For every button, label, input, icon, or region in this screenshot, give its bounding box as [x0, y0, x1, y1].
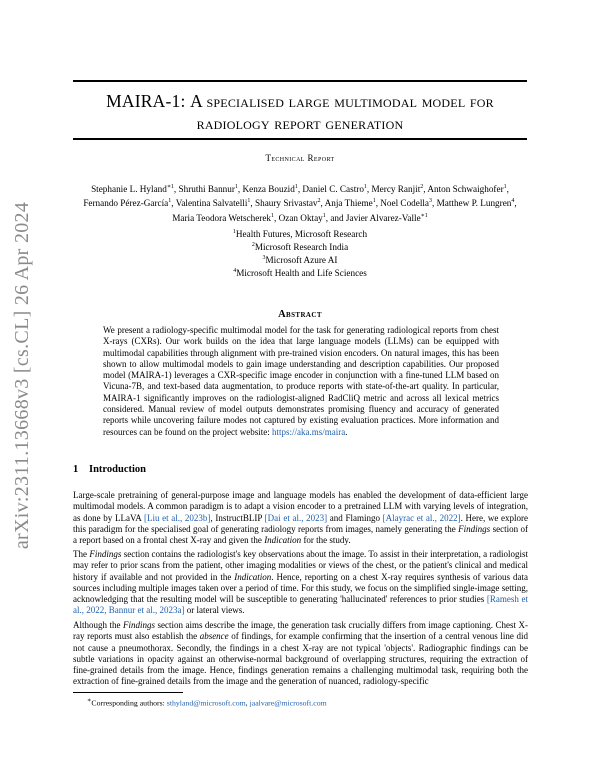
text: section contains the radiologist's key observations about the image. To assist in their interpretation, a radiologist may refer to prior scans from the patient, other imaging modalities or views of the chest, or the patient's clinical and medical history if available and not provided in the [73, 549, 528, 582]
emphasis: Indication [264, 535, 302, 546]
text: . Hence, reporting on a chest X-ray requires synthesis of various data sources including multiple images taken over a period of time. For this study, we focus on the simplified single-image setting, acknowledging that the resulting model will be susceptible to generating 'hallucinated' references to prior studies [73, 571, 528, 605]
text: of findings, for example confirming that the insertion of a central venous line did not cause a pneumothorax. Secondly, the findings in a chest X-ray are not typical 'objects'. Radiographic findings can be subtle variations in opacity against an otherwise-normal background of overlapping structures, requiring the extraction of fine-grained details from the image. Hence, findings generation remains a challenging multimodal task, requiring both the extraction of fine-grained details from the image and the generation of nuanced, radiology-specific [73, 631, 528, 687]
abstract-end: . [345, 426, 348, 437]
citation-link[interactable]: [Liu et al., 2023b] [143, 512, 211, 523]
text: . Here, we explore this paradigm for the specialised goal of generating radiology reports from images, namely generating the [73, 512, 529, 534]
affiliation-text: Microsoft Health and Life Sciences [236, 268, 367, 279]
section-heading [73, 464, 146, 475]
author-affiliation-mark: 2 [317, 198, 321, 205]
author: Fernando Pérez-García [83, 198, 169, 209]
footnote-rule [73, 692, 183, 693]
affiliation [0, 227, 600, 240]
author: Maria Teodora Wetscherek [172, 212, 272, 223]
emphasis: Indication [234, 571, 272, 582]
emphasis: Findings [89, 549, 122, 559]
author: Kenza Bouzid [242, 184, 295, 195]
author: Shruthi Bannur [178, 184, 235, 195]
abstract-heading: Abstract [278, 309, 322, 320]
author: Javier Alvarez-Valle [345, 212, 421, 223]
affiliation-mark: 1 [232, 229, 236, 235]
text: , InstructBLIP [210, 512, 265, 523]
footnote [87, 696, 327, 709]
paragraph-3 [73, 620, 528, 688]
text: for the study. [301, 535, 351, 546]
text: Large-scale pretraining of general-purpose image and language models has enabled the development of data-efficient large multimodal models. A common paradigm is to adapt a vision encoder to a pretrained LLM with varying levels of integration, as done by LLaVA [73, 490, 528, 523]
author: Matthew P. Lungren [436, 198, 512, 209]
author-affiliation-mark: 1 [503, 184, 507, 190]
emphasis: Findings [458, 523, 491, 534]
citation-link[interactable]: [Dai et al., 2023] [264, 512, 328, 523]
author-list: Stephanie L. Hyland$^{∗1}$, Shruthi Bannur$^1$, Kenza Bouzid$^1$, Daniel C. Castro$^1$, Mercy Ranjit$^2$, Anton Schwaighofer$^1$, Fernando Pérez-García$^1$, Valentina Salvatelli$^1$, Shaury Srivastav$^2$, Anja Thieme$^1$, Noel Codella$^3$, Matthew P. Lungren$^4$, Maria Teodora Wetscherek$^1$, Ozan Oktay$^1$, and Javier Alvarez-Valle$^{∗1}$ [83, 184, 517, 223]
report-type: Technical Report [265, 153, 335, 163]
author-affiliation-mark: 2 [420, 184, 424, 190]
footnote-separator: , [245, 698, 250, 708]
author: Valentina Salvatelli [175, 198, 248, 209]
author-affiliation-mark: 1 [271, 212, 275, 219]
title-lead: MAIRA-1 [106, 91, 181, 111]
author-affiliation-mark: 1 [168, 198, 172, 205]
section-number: 1 [73, 464, 79, 475]
affiliation-text: Microsoft Azure AI [265, 255, 338, 266]
emphasis: absence [199, 631, 229, 642]
abstract-text: We present a radiology-specific multimodal model for the task for generating radiological reports from chest X-rays (CXRs). Our work builds on the idea that large language models (LLMs) can be equipped with multimodal capabilities through alignment with pre-trained vision encoders. On natural images, this has been shown to allow multimodal models to gain image understanding and description capabilities. Our proposed model (MAIRA-1) leverages a CXR-specific image encoder in conjunction with a fine-tuned LLM based on Vicuna-7B, and text-based data augmentation, to produce reports with state-of-the-art quality. In particular, MAIRA-1 significantly improves on the radiologist-aligned RadCliQ metric and across all lexical metrics considered. Manual review of model outputs demonstrates promising fluency and accuracy of generated reports while uncovering failure modes not captured by existing evaluation practices. More information and resources can be found on the project website: [103, 325, 499, 437]
affiliation-list [0, 227, 600, 279]
author: Anja Thieme [324, 198, 373, 209]
title-line-1: A specialised large multimodal model for [190, 91, 494, 111]
title-rule-bottom [73, 138, 527, 140]
text: and Flamingo [327, 512, 383, 523]
author-and: and [330, 212, 346, 223]
affiliation [0, 266, 600, 279]
affiliation [0, 240, 600, 253]
affiliation-mark: 3 [262, 255, 266, 262]
author: Anton Schwaighofer [427, 184, 504, 195]
project-website-link[interactable]: https://aka.ms/maira [271, 426, 346, 437]
text: or lateral views. [184, 605, 245, 616]
affiliation [0, 253, 600, 266]
text: section aims describe the image, the generation task crucially differs from image captioning. Chest X-ray reports must also establish the [73, 620, 528, 642]
title-rule-top [73, 80, 527, 82]
author-affiliation-mark: 1 [247, 198, 251, 205]
author: Shaury Srivastav [255, 198, 318, 209]
author-affiliation-mark: 3 [429, 198, 433, 205]
citation-link[interactable]: [Ramesh et al., 2022, Bannur et al., 2023a] [73, 594, 528, 616]
paper-title [73, 90, 527, 134]
author: Noel Codella [380, 198, 430, 209]
paragraph-2 [73, 549, 528, 617]
email-link[interactable]: sthyland@microsoft.com [166, 698, 246, 708]
author-affiliation-mark: 4 [511, 198, 515, 205]
author: Daniel C. Castro [302, 184, 364, 195]
affiliation-text: Health Futures, Microsoft Research [235, 229, 368, 240]
citation-link[interactable]: [Alayrac et al., 2022] [382, 512, 461, 523]
footnote-label: Corresponding authors: [91, 698, 167, 708]
author-affiliation-mark: ∗1 [420, 212, 428, 219]
email-link[interactable]: jaalvare@microsoft.com [249, 698, 327, 708]
arxiv-identifier: arXiv:2311.13668v3 [cs.CL] 26 Apr 2024 [11, 201, 34, 549]
title-colon: : [180, 91, 191, 111]
paragraph-1 [73, 490, 528, 546]
author-affiliation-mark: 1 [322, 212, 326, 219]
author-affiliation-mark: 1 [294, 184, 298, 190]
affiliation-mark: 4 [233, 268, 237, 275]
author: Stephanie L. Hyland [91, 184, 167, 195]
affiliation-text: Microsoft Research India [254, 242, 349, 253]
footnote-mark: ∗ [87, 697, 92, 704]
title-line-2: radiology report generation [196, 113, 404, 133]
text: section of a report based on a frontal chest X-ray and given the [73, 523, 528, 546]
affiliation-mark: 2 [251, 242, 255, 249]
author-affiliation-mark: 1 [234, 184, 238, 190]
section-title: Introduction [89, 464, 146, 475]
abstract-body [103, 325, 499, 438]
text: The [73, 549, 90, 559]
text: Although the [73, 620, 123, 630]
author-affiliation-mark: ∗1 [166, 184, 174, 190]
author-affiliation-mark: 1 [372, 198, 376, 205]
emphasis: Findings [122, 620, 155, 630]
author: Mercy Ranjit [371, 184, 421, 195]
author: Ozan Oktay [278, 212, 323, 223]
author-affiliation-mark: 1 [363, 184, 367, 190]
